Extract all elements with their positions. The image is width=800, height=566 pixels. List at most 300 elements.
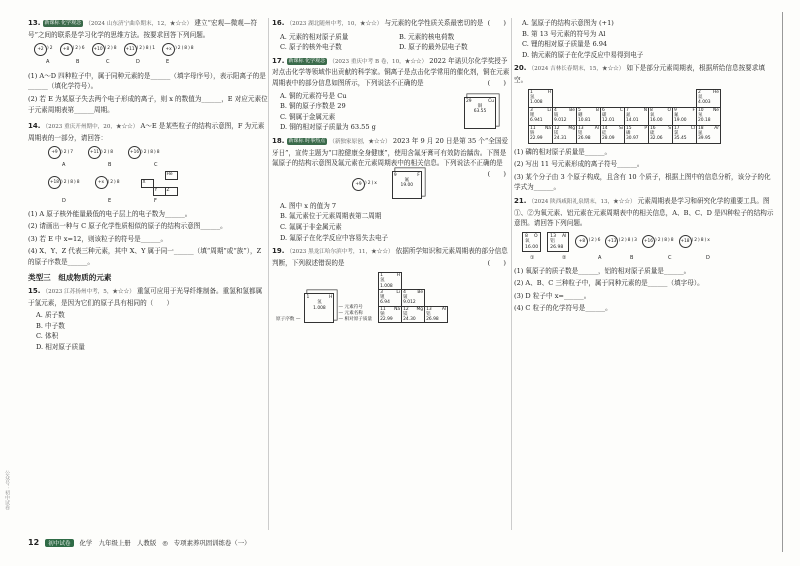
- callout-atomic-number: 原子序数: [276, 317, 295, 323]
- label-c: C: [668, 254, 672, 261]
- element-name: 氧: [525, 239, 530, 245]
- option-a: A. 氢原子的结构示意图为 (+1): [522, 19, 614, 27]
- element-symbol: Be: [569, 107, 575, 113]
- element-symbol: F: [417, 172, 420, 178]
- atomic-mass: 9.012: [554, 117, 567, 123]
- element-cell: [379, 306, 402, 323]
- column-divider: [511, 18, 512, 530]
- element-symbol: P: [644, 125, 647, 131]
- atomic-number: 13: [550, 233, 557, 239]
- element-name: 氮: [626, 112, 631, 118]
- element-symbol: Al: [594, 125, 599, 131]
- element-cell-n: [625, 107, 649, 125]
- question-source: （2024 吉林长春期末，15，★☆☆）: [528, 66, 625, 73]
- element-symbol: F: [692, 107, 695, 113]
- atom-diagram-a: +9 )2)7: [48, 146, 74, 160]
- atomic-number: 17: [674, 125, 680, 131]
- sub-question-3: (3) 某个分子由 3 个原子构成，且含有 10 个质子，根据上图中的信息分析，该分子的化学式为______。: [514, 172, 771, 192]
- atom-diagram-b: +11 )2)8: [88, 146, 114, 160]
- atomic-mass: 4.003: [698, 99, 711, 105]
- question-number: 15.: [28, 287, 41, 296]
- element-cell-si: [601, 125, 625, 143]
- atom-diagram-b: +13 )2)8)3: [605, 235, 638, 249]
- element-cell: [379, 273, 402, 290]
- options-grid: [272, 32, 510, 53]
- question-source: （2023 黑龙江哈尔滨中考，11，★☆☆）: [286, 249, 394, 256]
- atomic-number: 6: [602, 107, 605, 113]
- label-f: F: [154, 197, 157, 204]
- footer-title: 专项素养巩固训练卷（一）: [173, 539, 251, 547]
- element-symbol: Cl: [690, 125, 695, 131]
- label-e: E: [166, 59, 170, 66]
- element-cell-h-large: [304, 293, 334, 323]
- option-d: D. 原子的最外层电子数: [399, 43, 468, 52]
- atomic-mass: 26.98: [550, 244, 564, 250]
- empty-cell: [425, 273, 448, 290]
- element-symbol: O: [533, 233, 538, 239]
- sub-question-3: (3) D 粒子中 x=______。: [514, 291, 591, 300]
- atomic-mass: 22.99: [530, 135, 543, 141]
- fluorine-atom-diagram: +9 )2)x: [352, 178, 378, 192]
- atomic-mass: 24.31: [554, 135, 567, 141]
- element-name: 镁: [403, 311, 408, 317]
- element-symbol: S: [668, 125, 671, 131]
- periodic-table-partial: [528, 89, 721, 144]
- label-a: A: [598, 254, 602, 261]
- label-1: ①: [530, 254, 535, 261]
- element-name: 钠: [530, 130, 535, 136]
- element-symbol: H: [396, 273, 401, 279]
- atomic-mass: 32.06: [650, 135, 663, 141]
- question-source: （2023 重庆中考 B 卷，10，★☆☆）: [329, 58, 428, 65]
- figure-labels: [530, 253, 774, 264]
- sub-question-4: (4) C 粒子的化学符号是______。: [514, 304, 612, 313]
- option-b: B. 氟元素位于元素周期表第二周期: [280, 212, 382, 221]
- sub-question-3: (3) 若 E 中 x=12，则该粒子的符号是______。: [28, 234, 168, 243]
- sub-question-2: (2) 请画出一种与 C 原子化学性质相似的原子的结构示意图______。: [28, 222, 227, 231]
- question-21: [514, 196, 774, 229]
- atomic-mass: 30.97: [626, 135, 639, 141]
- atomic-number: 16: [650, 125, 656, 131]
- element-cell-h: [529, 89, 553, 107]
- element-name: 氢: [530, 94, 535, 100]
- empty-cell: [673, 89, 697, 107]
- question-number: 20.: [514, 64, 527, 73]
- empty-cell: [577, 89, 601, 107]
- question-stem: 建立“宏观—微观—符号”之间的联系是学习化学的思维方法。按要求回答下列问题。: [28, 19, 258, 39]
- element-symbol: Cu: [488, 98, 494, 104]
- sub-question-1: (1) 氧原子的质子数是______，铝的相对原子质量是______。: [514, 266, 691, 275]
- question-number: 21.: [514, 196, 527, 205]
- footer-subject: 化学 九年级上册 人教版: [79, 539, 157, 547]
- element-cell-p: [625, 125, 649, 143]
- column-middle: [272, 18, 510, 323]
- element-cell: [425, 306, 448, 323]
- atomic-number: 9: [674, 107, 677, 113]
- atomic-mass: 14.01: [626, 117, 639, 123]
- q21-figure: [522, 232, 774, 252]
- question-18: [272, 136, 510, 178]
- sub-question-1: (1) A～D 四种粒子中，属于同种元素的是______（填字母序号），表示阳离子的是______（填化学符号）。: [28, 71, 266, 91]
- question-source: （2023 重庆开州期中，20，★☆☆）: [42, 124, 139, 131]
- cell-y: Y: [153, 187, 165, 195]
- element-symbol: C: [619, 107, 623, 113]
- label-c: C: [154, 162, 158, 169]
- atomic-mass: 63.55: [473, 108, 487, 114]
- question-20: [514, 63, 774, 85]
- element-symbol: H: [547, 89, 551, 95]
- question-15: [28, 286, 268, 308]
- option-a: A. 图中 x 的值为 7: [280, 201, 337, 210]
- cell-z: Z: [165, 187, 177, 195]
- callout-symbol: 元素符号: [344, 305, 363, 311]
- answer-paren: ( ): [487, 78, 506, 87]
- atomic-number: 10: [698, 107, 704, 113]
- page-footer: [28, 538, 250, 547]
- question-source: （2023 湖北随州中考，10，★☆☆）: [286, 21, 383, 27]
- element-symbol: H: [329, 295, 333, 301]
- atom-diagram-d: +11 )2)8)1: [124, 43, 157, 57]
- element-name: 氦: [698, 94, 703, 100]
- atom-diagram-a: +8 )2)6: [575, 235, 601, 249]
- atom-diagram-d: +18 )2)8)8: [48, 176, 81, 190]
- element-name: 硅: [602, 130, 607, 136]
- element-cell-al: [577, 125, 601, 143]
- atomic-number: 14: [602, 125, 608, 131]
- competency-tag: 新课标 化学观念: [288, 57, 326, 64]
- diagram-labels: [28, 160, 268, 171]
- element-name: 锂: [380, 295, 385, 301]
- atomic-mass: 19.00: [400, 183, 414, 189]
- element-name: 锂: [530, 112, 535, 118]
- question-source: （新独家原创，★☆☆）: [329, 138, 391, 145]
- label-2: ②: [562, 254, 567, 261]
- question-stem: 依据所学知识和元素周期表的部分信息判断，下列叙述错误的是: [272, 247, 508, 267]
- atom-diagram-row: [28, 43, 268, 57]
- element-cell-c: [601, 107, 625, 125]
- option-c: C. 原子的核外电子数: [280, 43, 342, 52]
- side-watermark: 公众号：初中试卷: [4, 470, 10, 510]
- option-b: B. 第 13 号元素的符号为 Al: [522, 29, 606, 38]
- atomic-number: 18: [698, 125, 704, 131]
- element-name: 硫: [650, 130, 655, 136]
- element-name: 氟: [404, 177, 410, 183]
- element-name: 碳: [602, 112, 607, 118]
- element-cell: [402, 289, 425, 306]
- competency-tag: 新课标 时事热点: [288, 137, 326, 144]
- atomic-number: 1: [306, 295, 310, 301]
- sub-question-2: (2) 写出 11 号元素形成的离子符号______。: [514, 160, 644, 169]
- element-cell: [402, 306, 425, 323]
- element-cell-be: [553, 107, 577, 125]
- atomic-number: 1: [380, 273, 383, 279]
- atomic-mass: 12.01: [602, 117, 615, 123]
- atomic-number: 8: [525, 233, 528, 239]
- atomic-mass: 16.00: [525, 244, 539, 250]
- label-d: D: [136, 59, 140, 66]
- callout-left: 原子序数 —: [276, 317, 301, 323]
- bullet-icon: ◎: [162, 538, 168, 547]
- option-b: B. 元素的核电荷数: [399, 32, 455, 41]
- element-cell: [379, 289, 402, 306]
- q17-options: [272, 91, 464, 133]
- empty-cell: [649, 89, 673, 107]
- page-edge-bar: [782, 12, 789, 552]
- element-symbol: He: [712, 89, 719, 95]
- option-b: B. 铜的原子序数是 29: [280, 102, 346, 111]
- atomic-mass: 19.00: [674, 117, 687, 123]
- question-16: [272, 18, 510, 30]
- element-cell-b: [577, 107, 601, 125]
- atomic-number: 5: [578, 107, 581, 113]
- element-name: 氧: [650, 112, 655, 118]
- label-b: B: [108, 162, 112, 169]
- question-stem: A～E 是某些粒子的结构示意图，F 为元素周期表的一部分，请回答：: [28, 122, 265, 142]
- atomic-number: 3: [530, 107, 533, 113]
- section-heading: 类型三 组成物质的元素: [28, 272, 112, 282]
- diagram-labels: [28, 196, 268, 207]
- atomic-number: 12: [403, 306, 409, 312]
- q18-figure: [282, 171, 488, 199]
- atom-diagram-c: +10 )2)8: [92, 43, 118, 57]
- empty-cell: [625, 89, 649, 107]
- element-symbol: Mg: [568, 125, 575, 131]
- option-a: A. 质子数: [36, 311, 65, 320]
- question-source: （2024 山东济宁曲阜期末，12，★☆☆）: [85, 21, 193, 27]
- element-name: 镁: [554, 130, 559, 136]
- empty-cell: [402, 273, 425, 290]
- question-stem: 元素周期表是学习和研究化学的重要工具。图①、②为氧元素、铝元素在元素周期表中的相关信息，A、B、C、D 是四种粒子的结构示意图。请回答下列问题。: [514, 196, 774, 228]
- column-divider: [268, 18, 269, 530]
- atomic-number: 29: [466, 98, 472, 104]
- element-symbol: Na: [545, 125, 551, 131]
- question-number: 17.: [272, 56, 285, 65]
- sub-question-1: (1) 磷的相对原子质量是______。: [514, 147, 612, 156]
- diagram-labels: [28, 57, 268, 68]
- element-symbol: Al: [441, 306, 447, 312]
- element-name: 硼: [578, 112, 583, 118]
- option-d: D. 钠元素的原子在化学反应中易得到电子: [522, 50, 644, 59]
- atomic-number: 4: [554, 107, 557, 113]
- atomic-mass: 6.941: [530, 117, 543, 123]
- atomic-number: 8: [650, 107, 653, 113]
- empty-cell: [553, 89, 577, 107]
- element-name: 氢: [317, 300, 322, 306]
- option-d: D. 铜的相对原子质量为 63.55 g: [280, 123, 376, 132]
- atom-diagram-b: +8 )2)6: [60, 43, 86, 57]
- sub-question-2: (2) 若 E 为某原子失去两个电子形成的离子，则 x 的数值为______，E 对应元素位于元素周期表第______周期。: [28, 94, 268, 114]
- atomic-mass: 1.008: [380, 283, 393, 289]
- label-b: B: [76, 59, 80, 66]
- atom-diagram-row: [28, 171, 268, 196]
- element-symbol: Si: [618, 125, 623, 131]
- atomic-mass: 26.98: [426, 316, 439, 322]
- element-name: 氩: [698, 130, 703, 136]
- atomic-mass: 22.99: [380, 316, 393, 322]
- atomic-number: 12: [554, 125, 560, 131]
- atomic-number: 9: [393, 172, 397, 178]
- option-b: B. 中子数: [36, 321, 65, 330]
- atomic-number: 1: [530, 89, 533, 95]
- column-left: [28, 18, 268, 353]
- atomic-number: 4: [403, 289, 406, 295]
- atomic-number: 13: [578, 125, 584, 131]
- question-number: 13.: [28, 19, 41, 27]
- element-cell-f: [673, 107, 697, 125]
- label-a: A: [46, 59, 50, 66]
- element-cell-ne: [697, 107, 721, 125]
- label-d: D: [706, 254, 710, 261]
- element-symbol: O: [667, 107, 671, 113]
- atomic-mass: 39.95: [698, 135, 711, 141]
- question-stem: 与元素的化学性质关系最密切的是: [384, 19, 484, 27]
- element-name: 铍: [403, 295, 408, 301]
- label-c: C: [106, 59, 110, 66]
- element-name: 铍: [554, 112, 559, 118]
- cell-he: He: [165, 171, 177, 179]
- empty-cell: [601, 89, 625, 107]
- element-symbol: Al: [562, 233, 567, 239]
- atomic-mass: 9.012: [403, 300, 416, 306]
- atom-diagram-c: +16 )2)8)8: [128, 146, 161, 160]
- element-symbol: Na: [394, 306, 401, 312]
- sub-question-4: (4) X、Y、Z 代表三种元素，其中 X、Y 属于同一______（填“周期”或“族”），Z 的原子序数是______。: [28, 247, 262, 266]
- atomic-number: 7: [626, 107, 629, 113]
- callout-mass: 相对原子质量: [344, 317, 373, 323]
- atomic-number: 11: [530, 125, 536, 131]
- periodic-table-fragment: [378, 272, 448, 323]
- atomic-mass: 24.30: [403, 316, 416, 322]
- label-e: E: [108, 197, 112, 204]
- question-number: 18.: [272, 136, 285, 145]
- question-14: [28, 121, 268, 143]
- atom-diagram-c: +16 )2)8)8: [642, 235, 675, 249]
- element-name: 磷: [626, 130, 631, 136]
- element-name: 铜: [477, 103, 483, 109]
- option-d: D. 相对原子质量: [36, 343, 85, 352]
- q19-figure: [276, 272, 510, 323]
- callout-name: 元素名称: [344, 311, 363, 317]
- atomic-mass: 20.18: [698, 117, 711, 123]
- atom-diagram-d: +18 )2)8)x: [679, 235, 711, 249]
- element-symbol: Be: [417, 289, 424, 295]
- element-cell-s: [649, 125, 673, 143]
- atom-diagram-e: +x )2)8)8: [162, 43, 195, 57]
- question-source: （2024 陕西咸阳礼泉期末，13，★☆☆）: [528, 198, 636, 205]
- column-right: [514, 18, 774, 316]
- option-c: C. 锂的相对原子质量是 6.94: [522, 40, 608, 49]
- element-name: 铝: [578, 130, 583, 136]
- answer-paren: ( ): [487, 258, 506, 267]
- element-symbol: Mg: [416, 306, 424, 312]
- element-symbol: Li: [396, 289, 401, 295]
- atomic-mass: 28.09: [602, 135, 615, 141]
- element-name: 氢: [380, 278, 385, 284]
- element-name: 氟: [674, 112, 679, 118]
- question-13: [28, 18, 268, 40]
- element-cell-ar: [697, 125, 721, 143]
- element-symbol: Ne: [713, 107, 719, 113]
- atom-diagram-a: +2 )2: [34, 43, 54, 57]
- question-stem: 重氢可应用于光导纤维制备。重氢和氢都属于氢元素，是因为它们的原子具有相同的（ ）: [28, 287, 263, 307]
- element-cell-cu: [464, 97, 496, 129]
- element-cell-he: [697, 89, 721, 107]
- question-number: 14.: [28, 122, 41, 131]
- atom-diagram-row: [28, 146, 268, 160]
- option-c: C. 铜属于金属元素: [280, 112, 336, 121]
- element-symbol: N: [643, 107, 647, 113]
- question-stem: 2023 年 9 月 20 日是第 35 个“全国爱牙日”，宣传主题为“口腔健康全身健康”，使用含氟牙膏可有效防治龋齿。下图是氟原子的结构示意图及氟元素在元素周期表中的相关信息。下列说法不正确的是: [272, 136, 509, 168]
- option-c: C. 氟属于非金属元素: [280, 222, 342, 231]
- answer-paren: ( ): [487, 19, 506, 27]
- competency-tag: 新课标 化学观念: [44, 20, 82, 26]
- atomic-number: 15: [626, 125, 632, 131]
- element-symbol: B: [595, 107, 599, 113]
- periodic-table-fragment: [141, 171, 178, 196]
- element-cell-o: [522, 232, 541, 252]
- element-cell-f: [392, 171, 422, 199]
- element-name: 氖: [698, 112, 703, 118]
- element-symbol: Li: [547, 107, 551, 113]
- option-c: C. 体积: [36, 332, 59, 341]
- option-a: A. 铜的元素符号是 Cu: [280, 91, 347, 100]
- atomic-number: 13: [426, 306, 432, 312]
- question-stem: 如下是部分元素周期表，根据所给信息按要求填空。: [514, 64, 765, 84]
- element-name: 氯: [674, 130, 679, 136]
- question-number: 19.: [272, 247, 285, 256]
- label-a: A: [62, 162, 66, 169]
- atomic-mass: 6.94: [380, 300, 390, 306]
- callout-right: — 元素符号 — 元素名称 — 相对原子质量: [338, 305, 373, 323]
- element-cell-li: [529, 107, 553, 125]
- atomic-mass: 35.45: [674, 135, 687, 141]
- atomic-mass: 1.008: [313, 305, 326, 311]
- atomic-mass: 26.98: [578, 135, 591, 141]
- question-source: （2023 江苏扬州中考，5，★☆☆）: [42, 289, 135, 296]
- element-cell-na: [529, 125, 553, 143]
- atomic-mass: 16.00: [650, 117, 663, 123]
- element-symbol: Ar: [714, 125, 719, 131]
- answer-paren: ( ): [487, 169, 506, 178]
- question-19: [272, 246, 510, 268]
- element-cell-al: [547, 232, 569, 252]
- brand-badge: 初中试卷: [45, 539, 73, 547]
- atom-diagram-e: +x )2)8: [95, 176, 121, 190]
- question-stem: 2022 年诺贝尔化学奖授予对点击化学等领域作出贡献的科学家。铜离子是点击化学常用的催化剂，铜在元素周期表中的部分信息如图所示，下列说法不正确的是: [272, 56, 510, 87]
- element-name: 铝: [426, 311, 431, 317]
- q17-body: [272, 91, 510, 133]
- element-cell-cl: [673, 125, 697, 143]
- option-a: A. 元素的相对原子质量: [280, 32, 349, 41]
- atomic-number: 11: [380, 306, 386, 312]
- element-name: 钠: [380, 311, 385, 317]
- element-name: 铝: [550, 239, 555, 245]
- label-d: D: [62, 197, 66, 204]
- element-cell-mg: [553, 125, 577, 143]
- question-number: 16.: [272, 19, 285, 27]
- label-b: B: [630, 254, 634, 261]
- empty-cell: [425, 289, 448, 306]
- atomic-mass: 10.81: [578, 117, 591, 123]
- page-number: 12: [28, 538, 40, 547]
- atomic-number: 3: [380, 289, 383, 295]
- question-17: [272, 56, 510, 89]
- atomic-number: 2: [698, 89, 701, 95]
- cell-x: X: [141, 179, 153, 187]
- sub-question-1: (1) A 原子核外能量最低的电子层上的电子数为______。: [28, 209, 192, 218]
- atomic-mass: 1.008: [530, 99, 543, 105]
- option-d: D. 氟原子在化学反应中容易失去电子: [280, 233, 389, 242]
